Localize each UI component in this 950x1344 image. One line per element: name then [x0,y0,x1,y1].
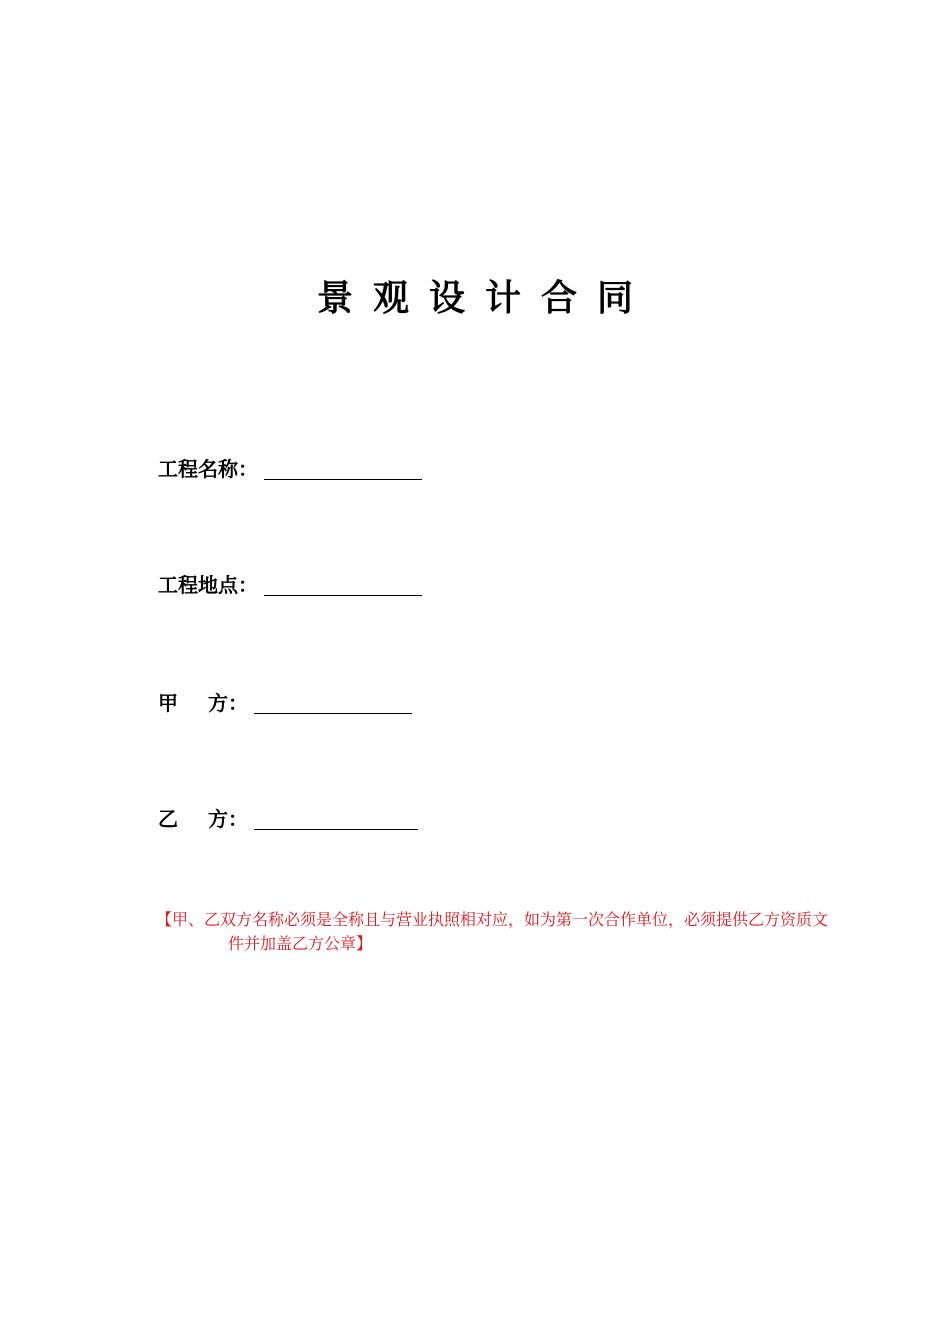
party-a-blank[interactable] [254,689,412,714]
party-name-note [156,908,856,956]
party-a-label: 方： [208,691,248,715]
project-location-label: 工程地点： [158,573,258,597]
party-a-label-char: 甲 [158,691,178,715]
project-name-label: 工程名称： [158,457,258,481]
project-location-blank[interactable] [264,571,422,596]
party-b-blank[interactable] [254,805,418,830]
document-title: 景观设计合同 [316,277,653,319]
party-b-label: 方： [208,807,248,831]
project-name-row [158,450,422,482]
note-line-1: 【甲、乙双方名称必须是全称且与营业执照相对应，如为第一次合作单位，必须提供乙方资质文 [156,910,829,929]
party-a-row [158,684,412,716]
party-b-label-char: 乙 [158,807,178,831]
project-location-row [158,566,422,598]
party-b-row [158,800,418,832]
project-name-blank[interactable] [264,455,422,480]
note-line-2: 件并加盖乙方公章】 [228,934,373,953]
